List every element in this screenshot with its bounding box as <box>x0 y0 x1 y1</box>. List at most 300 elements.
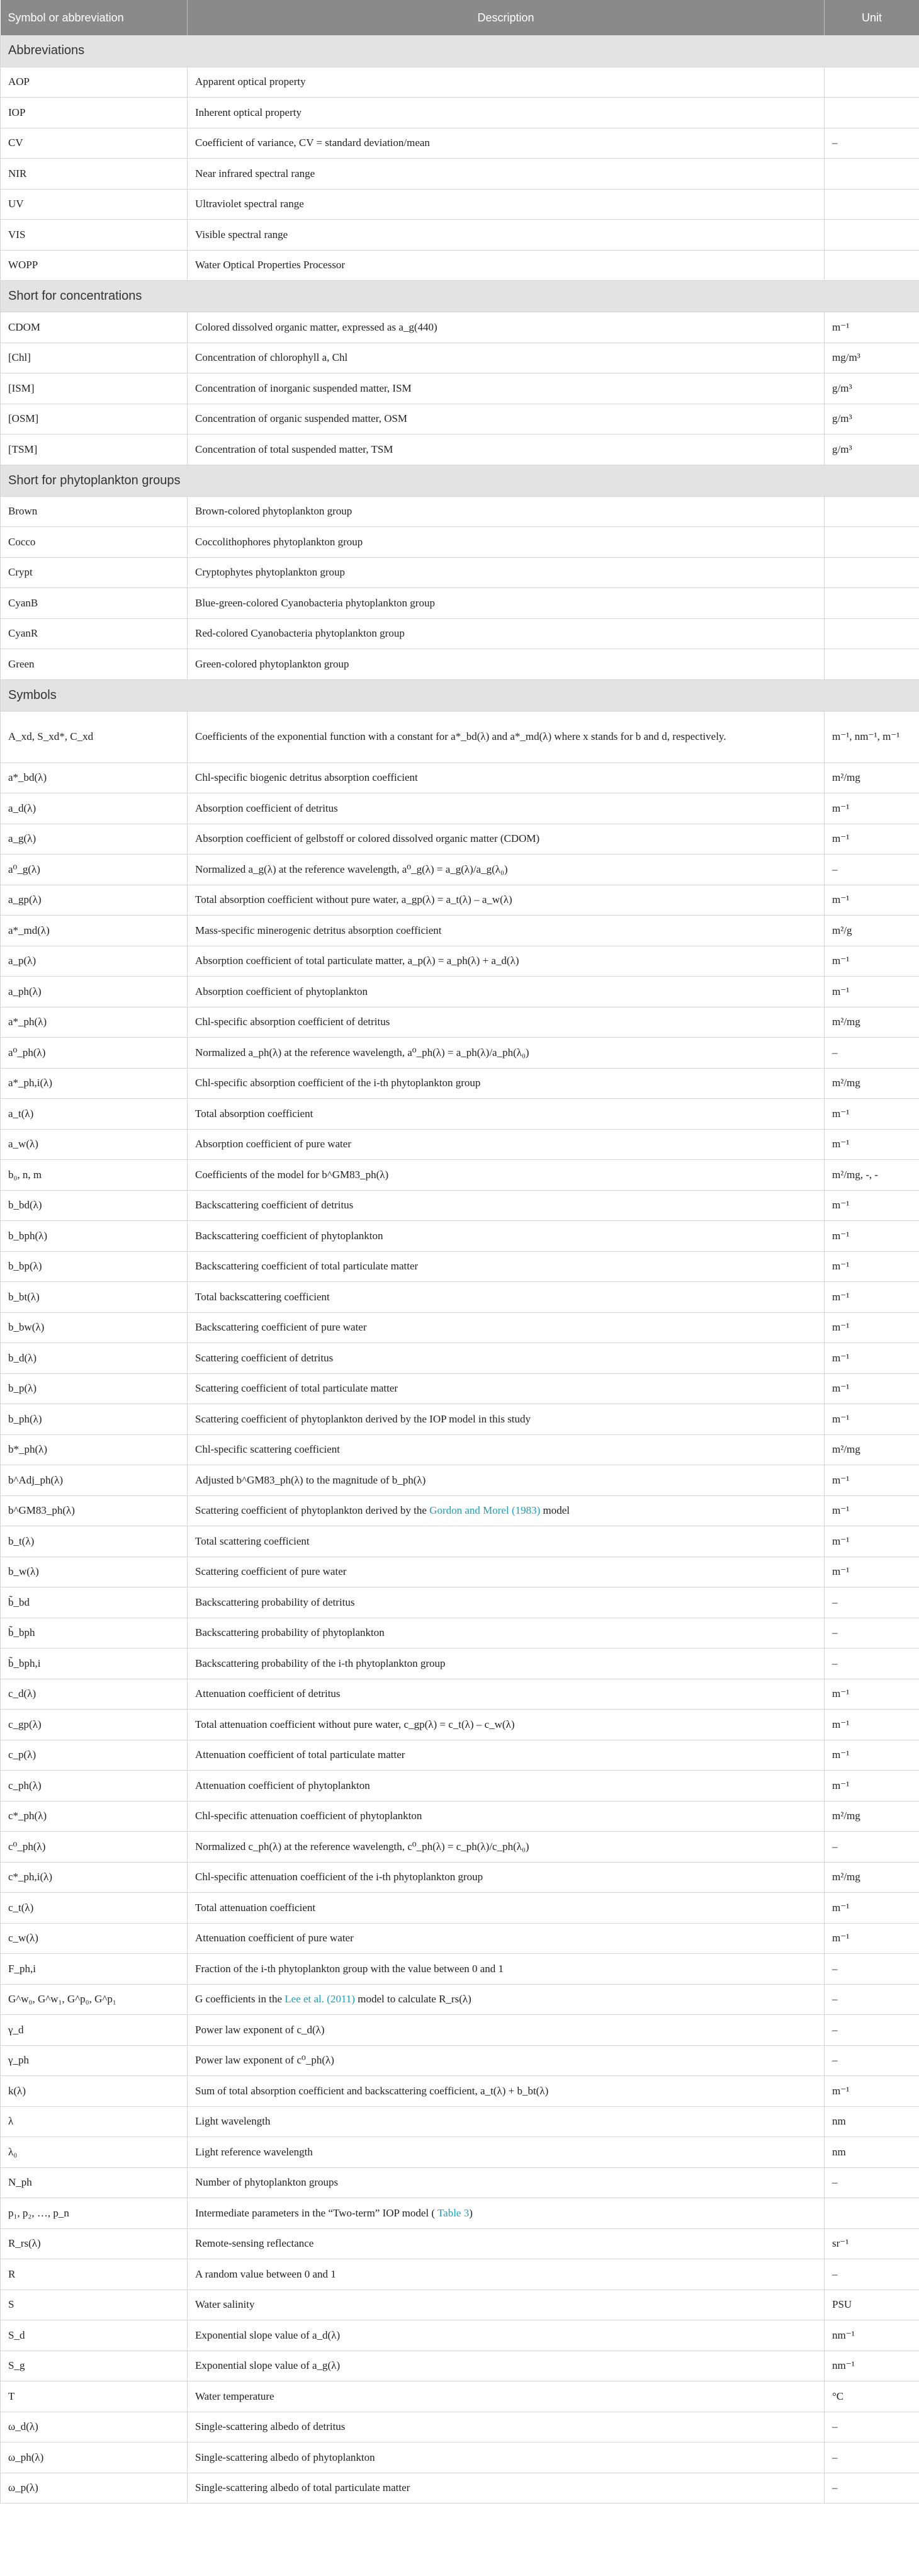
description-cell <box>188 1434 825 1465</box>
symbol-cell: IOP <box>1 98 188 128</box>
description-cell <box>188 1404 825 1435</box>
unit-cell <box>825 189 919 220</box>
description-text: Red-colored Cyanobacteria phytoplankton group <box>195 627 405 640</box>
table-row <box>1 1526 919 1557</box>
description-text: Absorption coefficient of detritus <box>195 802 338 814</box>
description-text: Total scattering coefficient <box>195 1535 310 1547</box>
unit-cell <box>825 649 919 680</box>
description-text: A random value between 0 and 1 <box>195 2267 336 2280</box>
description-text: Single-scattering albedo of phytoplankton <box>195 2451 375 2463</box>
description-text: Attenuation coefficient of phytoplankton <box>195 1779 370 1791</box>
description-text: Concentration of total suspended matter, TSM <box>195 443 393 455</box>
description-cell <box>188 1129 825 1160</box>
description-cell <box>188 2015 825 2046</box>
unit-cell: nm⁻¹ <box>825 2320 919 2351</box>
table-row <box>1 1465 919 1496</box>
symbol-cell: b^GM83_ph(λ) <box>1 1495 188 1526</box>
symbol-cell: Green <box>1 649 188 680</box>
description-cell <box>188 67 825 98</box>
description-cell <box>188 434 825 465</box>
unit-cell: m⁻¹ <box>825 1404 919 1435</box>
unit-cell: m⁻¹ <box>825 1312 919 1343</box>
table-row <box>1 1771 919 1801</box>
description-text: Coefficients of the model for b^GM83_ph(λ) <box>195 1168 389 1181</box>
table-row <box>1 343 919 373</box>
description-cell <box>188 1801 825 1832</box>
table-row <box>1 373 919 404</box>
description-cell <box>188 404 825 434</box>
symbol-cell: [TSM] <box>1 434 188 465</box>
description-cell <box>188 946 825 977</box>
description-text: Water salinity <box>195 2298 255 2311</box>
description-cell <box>188 1679 825 1710</box>
table-row <box>1 1343 919 1374</box>
description-text: Chl-specific attenuation coefficient of phytoplankton <box>195 1810 422 1822</box>
description-cell <box>188 2443 825 2473</box>
symbol-cell: p₁, p₂, …, p_n <box>1 2198 188 2229</box>
description-text: Light wavelength <box>195 2115 271 2128</box>
symbol-cell: b_p(λ) <box>1 1373 188 1404</box>
symbol-cell: UV <box>1 189 188 220</box>
description-cell <box>188 557 825 588</box>
symbol-cell: b̃_bph,i <box>1 1648 188 1679</box>
symbol-cell: b*_ph(λ) <box>1 1434 188 1465</box>
description-text: Remote-sensing reflectance <box>195 2237 314 2250</box>
unit-cell: m⁻¹ <box>825 1923 919 1954</box>
symbol-cell: c_gp(λ) <box>1 1710 188 1740</box>
description-text: Blue-green-colored Cyanobacteria phytoplankton group <box>195 596 435 609</box>
header-unit: Unit <box>825 0 919 35</box>
unit-cell: – <box>825 1648 919 1679</box>
unit-cell: °C <box>825 2381 919 2412</box>
symbol-cell: b̃_bd <box>1 1587 188 1618</box>
table-row <box>1 2351 919 2381</box>
description-text: Normalized a_g(λ) at the reference wavelength, a⁰_g(λ) = a_g(λ)/a_g(λ₀) <box>195 863 508 875</box>
description-text: Adjusted b^GM83_ph(λ) to the magnitude of b_ph(λ) <box>195 1473 426 1486</box>
description-cell <box>188 2167 825 2198</box>
description-text: Coccolithophores phytoplankton group <box>195 535 363 548</box>
unit-cell: m⁻¹ <box>825 1282 919 1313</box>
unit-cell: m⁻¹ <box>825 2076 919 2107</box>
symbol-cell: [OSM] <box>1 404 188 434</box>
table-row <box>1 2320 919 2351</box>
description-text: Chl-specific absorption coefficient of the i-th phytoplankton group <box>195 1077 481 1089</box>
table-row <box>1 250 919 281</box>
unit-cell: m⁻¹ <box>825 1893 919 1924</box>
symbol-cell: ω_p(λ) <box>1 2473 188 2504</box>
description-cell <box>188 2198 825 2229</box>
unit-cell: – <box>825 2443 919 2473</box>
unit-cell: – <box>825 1587 919 1618</box>
description-text: Light reference wavelength <box>195 2145 313 2158</box>
description-cell <box>188 1251 825 1282</box>
description-text: Single-scattering albedo of detritus <box>195 2420 346 2433</box>
unit-cell: mg/m³ <box>825 343 919 373</box>
section-header <box>1 281 919 312</box>
symbol-cell: R <box>1 2259 188 2290</box>
description-cell <box>188 527 825 558</box>
unit-cell: nm⁻¹ <box>825 2351 919 2381</box>
symbol-cell: a_ph(λ) <box>1 977 188 1007</box>
description-cell <box>188 1740 825 1771</box>
table-row <box>1 1495 919 1526</box>
description-cell <box>188 343 825 373</box>
unit-cell: – <box>825 1038 919 1069</box>
table-row <box>1 854 919 885</box>
symbol-cell: NIR <box>1 159 188 190</box>
unit-cell <box>825 496 919 527</box>
section-header <box>1 679 919 711</box>
table-row <box>1 98 919 128</box>
unit-cell: m⁻¹ <box>825 1771 919 1801</box>
unit-cell: – <box>825 2045 919 2076</box>
description-text: Normalized a_ph(λ) at the reference wavelength, a⁰_ph(λ) = a_ph(λ)/a_ph(λ₀) <box>195 1046 529 1058</box>
unit-cell <box>825 527 919 558</box>
symbol-cell: ω_d(λ) <box>1 2412 188 2443</box>
description-text: Brown-colored phytoplankton group <box>195 505 352 518</box>
unit-cell: g/m³ <box>825 434 919 465</box>
description-text: Total attenuation coefficient without pure water, c_gp(λ) = c_t(λ) – c_w(λ) <box>195 1718 515 1730</box>
description-cell <box>188 1160 825 1191</box>
unit-cell <box>825 67 919 98</box>
unit-cell: m²/mg, -, - <box>825 1160 919 1191</box>
description-cell <box>188 916 825 946</box>
description-text: Concentration of organic suspended matter, OSM <box>195 412 408 425</box>
description-cell <box>188 2259 825 2290</box>
description-text: Normalized c_ph(λ) at the reference wavelength, c⁰_ph(λ) = c_ph(λ)/c_ph(λ₀) <box>195 1840 529 1853</box>
unit-cell: m⁻¹ <box>825 312 919 343</box>
symbol-cell: a*_ph(λ) <box>1 1007 188 1038</box>
symbol-cell: a⁰_g(λ) <box>1 854 188 885</box>
section-header <box>1 35 919 67</box>
description-text: Water Optical Properties Processor <box>195 259 345 271</box>
description-cell <box>188 2289 825 2320</box>
description-cell <box>188 128 825 159</box>
description-cell <box>188 2412 825 2443</box>
unit-cell: m⁻¹ <box>825 1557 919 1587</box>
unit-cell <box>825 159 919 190</box>
unit-cell: m²/mg <box>825 1862 919 1893</box>
table-row <box>1 885 919 916</box>
description-cell <box>188 1068 825 1099</box>
symbol-cell: a*_ph,i(λ) <box>1 1068 188 1099</box>
table-row <box>1 1984 919 2015</box>
unit-cell: – <box>825 2015 919 2046</box>
table-row <box>1 527 919 558</box>
section-title: Symbols <box>1 679 919 711</box>
table-row <box>1 434 919 465</box>
table-row <box>1 2198 919 2229</box>
description-text: Total backscattering coefficient <box>195 1290 330 1303</box>
table-row <box>1 793 919 824</box>
description-cell <box>188 618 825 649</box>
unit-cell: – <box>825 1984 919 2015</box>
description-text: Absorption coefficient of pure water <box>195 1138 351 1150</box>
table-row <box>1 496 919 527</box>
unit-cell: nm <box>825 2106 919 2137</box>
description-cell <box>188 250 825 281</box>
unit-cell: m⁻¹ <box>825 1495 919 1526</box>
symbol-cell: a_p(λ) <box>1 946 188 977</box>
table-row <box>1 763 919 793</box>
description-cell <box>188 2381 825 2412</box>
description-text: Concentration of chlorophyll a, Chl <box>195 351 348 364</box>
table-row <box>1 1923 919 1954</box>
unit-cell: g/m³ <box>825 373 919 404</box>
description-text: Attenuation coefficient of detritus <box>195 1688 341 1700</box>
symbol-cell: c_t(λ) <box>1 1893 188 1924</box>
unit-cell <box>825 2198 919 2229</box>
symbol-cell: b_bp(λ) <box>1 1251 188 1282</box>
description-text: Exponential slope value of a_d(λ) <box>195 2329 341 2341</box>
table-row <box>1 2412 919 2443</box>
description-cell <box>188 793 825 824</box>
table-row <box>1 1007 919 1038</box>
unit-cell: m⁻¹ <box>825 1129 919 1160</box>
unit-cell: m⁻¹ <box>825 1190 919 1221</box>
description-cell <box>188 2137 825 2168</box>
symbol-cell: b_d(λ) <box>1 1343 188 1374</box>
description-text: Near infrared spectral range <box>195 167 315 179</box>
description-cell <box>188 2228 825 2259</box>
table-row <box>1 1710 919 1740</box>
table-row <box>1 1618 919 1648</box>
unit-cell: m⁻¹ <box>825 1343 919 1374</box>
unit-cell: m²/g <box>825 916 919 946</box>
unit-cell: sr⁻¹ <box>825 2228 919 2259</box>
symbol-cell: b^Adj_ph(λ) <box>1 1465 188 1496</box>
symbol-cell: S <box>1 2289 188 2320</box>
symbol-cell: b_bt(λ) <box>1 1282 188 1313</box>
table-row <box>1 1434 919 1465</box>
unit-cell: – <box>825 2412 919 2443</box>
description-cell <box>188 854 825 885</box>
description-text: Absorption coefficient of gelbstoff or colored dissolved organic matter (CDOM) <box>195 832 540 845</box>
description-cell <box>188 2106 825 2137</box>
symbol-cell: b₀, n, m <box>1 1160 188 1191</box>
symbol-cell: S_g <box>1 2351 188 2381</box>
header-description: Description <box>188 0 825 35</box>
table-row <box>1 618 919 649</box>
description-text: Concentration of inorganic suspended matter, ISM <box>195 382 412 394</box>
table-row <box>1 2259 919 2290</box>
section-header <box>1 465 919 496</box>
unit-cell: m²/mg <box>825 763 919 793</box>
description-cell <box>188 189 825 220</box>
table-row <box>1 1557 919 1587</box>
unit-cell <box>825 557 919 588</box>
table-row <box>1 1190 919 1221</box>
symbol-cell: a_gp(λ) <box>1 885 188 916</box>
description-cell <box>188 1282 825 1313</box>
unit-cell: m²/mg <box>825 1007 919 1038</box>
unit-cell: g/m³ <box>825 404 919 434</box>
table-row <box>1 1862 919 1893</box>
description-text-suffix: model to calculate R_rs(λ) <box>354 1993 471 2006</box>
unit-cell: nm <box>825 2137 919 2168</box>
description-cell <box>188 1893 825 1924</box>
description-cell <box>188 1190 825 1221</box>
section-title: Short for concentrations <box>1 281 919 312</box>
table-row <box>1 1404 919 1435</box>
symbol-cell: λ <box>1 2106 188 2137</box>
symbol-cell: AOP <box>1 67 188 98</box>
description-text: Scattering coefficient of detritus <box>195 1351 334 1364</box>
description-cell <box>188 220 825 251</box>
symbol-cell: a*_md(λ) <box>1 916 188 946</box>
description-text: Chl-specific absorption coefficient of detritus <box>195 1016 390 1028</box>
description-text: Backscattering probability of the i-th phytoplankton group <box>195 1657 446 1669</box>
description-text: Single-scattering albedo of total particulate matter <box>195 2482 410 2494</box>
symbol-cell: WOPP <box>1 250 188 281</box>
description-cell <box>188 1618 825 1648</box>
description-text-suffix: model <box>540 1504 570 1517</box>
symbol-cell: c*_ph(λ) <box>1 1801 188 1832</box>
unit-cell: – <box>825 2167 919 2198</box>
table-row <box>1 2381 919 2412</box>
table-row <box>1 824 919 854</box>
description-text: Backscattering coefficient of pure water <box>195 1321 367 1334</box>
table-row <box>1 1832 919 1863</box>
description-text: Total absorption coefficient without pure water, a_gp(λ) = a_t(λ) – a_w(λ) <box>195 894 512 906</box>
symbol-cell: γ_d <box>1 2015 188 2046</box>
description-cell <box>188 649 825 680</box>
symbol-cell: CyanB <box>1 588 188 619</box>
symbol-cell: a*_bd(λ) <box>1 763 188 793</box>
table-row <box>1 312 919 343</box>
unit-cell: – <box>825 1832 919 1863</box>
description-cell <box>188 1038 825 1069</box>
description-text: Intermediate parameters in the “Two-term” IOP model ( <box>195 2206 435 2219</box>
symbol-cell: c*_ph,i(λ) <box>1 1862 188 1893</box>
unit-cell <box>825 588 919 619</box>
citation-link[interactable]: Lee et al. (2011) <box>285 1993 355 2006</box>
table-row <box>1 649 919 680</box>
description-text: Visible spectral range <box>195 228 288 241</box>
table-row <box>1 128 919 159</box>
description-text: Backscattering probability of detritus <box>195 1596 355 1608</box>
symbol-cell: VIS <box>1 220 188 251</box>
description-text: Number of phytoplankton groups <box>195 2176 339 2189</box>
unit-cell: PSU <box>825 2289 919 2320</box>
description-cell <box>188 2045 825 2076</box>
table-body <box>1 35 919 2504</box>
table-row <box>1 1373 919 1404</box>
description-cell <box>188 763 825 793</box>
citation-link[interactable]: Table 3 <box>437 2206 470 2219</box>
table-row <box>1 2106 919 2137</box>
description-cell <box>188 1710 825 1740</box>
table-row <box>1 711 919 763</box>
symbol-cell: CV <box>1 128 188 159</box>
unit-cell: – <box>825 1954 919 1985</box>
unit-cell: m⁻¹ <box>825 1251 919 1282</box>
symbol-cell: b_w(λ) <box>1 1557 188 1587</box>
table-header <box>1 0 919 35</box>
table-row <box>1 1312 919 1343</box>
unit-cell: m⁻¹ <box>825 1221 919 1252</box>
description-text: Total absorption coefficient <box>195 1107 313 1120</box>
unit-cell: m⁻¹ <box>825 1373 919 1404</box>
description-cell <box>188 1984 825 2015</box>
symbol-cell: λ₀ <box>1 2137 188 2168</box>
description-text: Absorption coefficient of phytoplankton <box>195 985 368 997</box>
description-text: Sum of total absorption coefficient and backscattering coefficient, a_t(λ) + b_bt(λ) <box>195 2084 549 2097</box>
table-row <box>1 1282 919 1313</box>
table-row <box>1 2443 919 2473</box>
section-title: Abbreviations <box>1 35 919 67</box>
unit-cell: m⁻¹ <box>825 946 919 977</box>
unit-cell: m⁻¹ <box>825 1740 919 1771</box>
unit-cell: m²/mg <box>825 1068 919 1099</box>
table-row <box>1 2137 919 2168</box>
description-cell <box>188 312 825 343</box>
description-cell <box>188 1862 825 1893</box>
description-text: Scattering coefficient of phytoplankton derived by the <box>195 1504 427 1517</box>
symbol-cell: b_t(λ) <box>1 1526 188 1557</box>
citation-link[interactable]: Gordon and Morel (1983) <box>429 1504 541 1517</box>
table-row <box>1 916 919 946</box>
symbol-cell: γ_ph <box>1 2045 188 2076</box>
table-row <box>1 1954 919 1985</box>
unit-cell: m⁻¹ <box>825 824 919 854</box>
symbol-cell: c_d(λ) <box>1 1679 188 1710</box>
description-text: Water temperature <box>195 2390 274 2402</box>
unit-cell: m²/mg <box>825 1801 919 1832</box>
unit-cell: m⁻¹ <box>825 977 919 1007</box>
description-text: Colored dissolved organic matter, expressed as a_g(440) <box>195 321 437 333</box>
description-text: Backscattering coefficient of detritus <box>195 1199 354 1211</box>
description-cell <box>188 1099 825 1130</box>
symbol-cell: [Chl] <box>1 343 188 373</box>
description-text: Power law exponent of c_d(λ) <box>195 2023 325 2036</box>
description-cell <box>188 2473 825 2504</box>
table-row <box>1 977 919 1007</box>
unit-cell <box>825 250 919 281</box>
description-text: Absorption coefficient of total particulate matter, a_p(λ) = a_ph(λ) + a_d(λ) <box>195 955 519 967</box>
symbol-cell: a_t(λ) <box>1 1099 188 1130</box>
description-text: Attenuation coefficient of pure water <box>195 1932 354 1944</box>
description-cell <box>188 496 825 527</box>
description-cell <box>188 2076 825 2107</box>
symbol-cell: c_p(λ) <box>1 1740 188 1771</box>
description-cell <box>188 159 825 190</box>
description-cell <box>188 1954 825 1985</box>
symbol-cell: b_bw(λ) <box>1 1312 188 1343</box>
symbol-cell: R_rs(λ) <box>1 2228 188 2259</box>
symbol-cell: T <box>1 2381 188 2412</box>
unit-cell: – <box>825 2259 919 2290</box>
description-text: Mass-specific minerogenic detritus absorption coefficient <box>195 924 442 936</box>
description-text: Inherent optical property <box>195 106 302 118</box>
description-cell <box>188 1771 825 1801</box>
description-cell <box>188 1343 825 1374</box>
symbol-cell: b̃_bph <box>1 1618 188 1648</box>
symbol-cell: Cocco <box>1 527 188 558</box>
unit-cell: – <box>825 854 919 885</box>
description-cell <box>188 1312 825 1343</box>
unit-cell: m⁻¹ <box>825 1710 919 1740</box>
description-cell <box>188 1495 825 1526</box>
description-text: Chl-specific biogenic detritus absorption coefficient <box>195 771 418 784</box>
description-cell <box>188 1832 825 1863</box>
table-row <box>1 404 919 434</box>
description-cell <box>188 977 825 1007</box>
description-text: Fraction of the i-th phytoplankton group with the value between 0 and 1 <box>195 1962 504 1975</box>
symbol-cell: [ISM] <box>1 373 188 404</box>
description-text: G coefficients in the <box>195 1993 283 2006</box>
table-row <box>1 1893 919 1924</box>
